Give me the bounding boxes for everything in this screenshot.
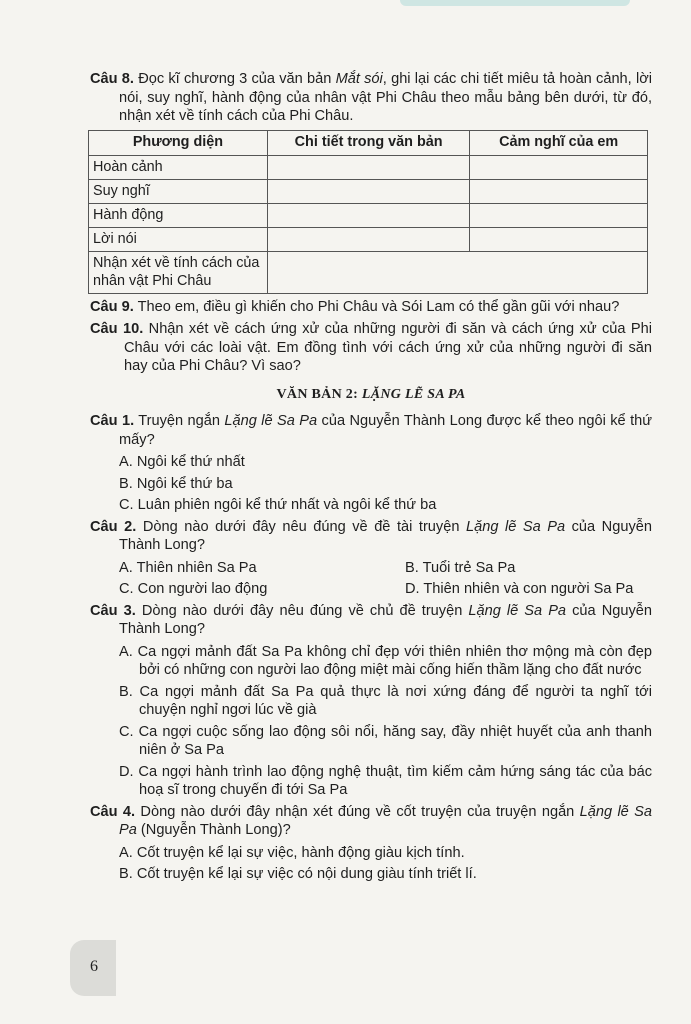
table-cell: Nhận xét về tính cách của nhân vật Phi Châu: [89, 251, 268, 293]
table-cell[interactable]: [267, 227, 469, 251]
top-decoration: [400, 0, 630, 6]
question-text: Dòng nào dưới đây nêu đúng về chủ đề truyện: [141, 602, 469, 619]
question-label: Câu 9.: [90, 298, 134, 315]
table-cell-merged[interactable]: [267, 251, 647, 293]
option-a[interactable]: A. Cốt truyện kể lại sự việc, hành động giàu kịch tính.: [119, 844, 465, 861]
question-text: Theo em, điều gì khiến cho Phi Châu và Sói Lam có thể gần gũi với nhau?: [137, 298, 620, 315]
option-a[interactable]: A. Ca ngợi mảnh đất Sa Pa không chỉ đẹp với thiên nhiên thơ mộng mà còn đẹp bởi có những con người lao động miệt mài cống hiến thầm lặng cho đất nước: [119, 643, 652, 678]
work-title: Lặng lẽ Sa Pa: [224, 413, 318, 429]
option-b[interactable]: B. Cốt truyện kể lại sự việc có nội dung giàu tính triết lí.: [119, 866, 477, 882]
option-b[interactable]: B. Ngôi kể thứ ba: [119, 475, 233, 492]
question-label: Câu 10.: [90, 321, 144, 337]
table-cell[interactable]: [267, 179, 469, 203]
option-d[interactable]: D. Ca ngợi hành trình lao động nghệ thuật, tìm kiếm cảm hứng sáng tác của bác hoạ sĩ trong chuyến đi tới Sa Pa: [119, 763, 652, 798]
question-9: [90, 298, 652, 317]
table-cell[interactable]: [470, 179, 648, 203]
question-8: [90, 70, 652, 126]
table-cell: Hoàn cảnh: [89, 155, 268, 179]
option-c[interactable]: C. Ca ngợi cuộc sống lao động sôi nổi, hăng say, đầy nhiệt huyết của anh thanh niên ở Sa Pa: [119, 723, 652, 758]
question-label: Câu 2.: [90, 518, 137, 535]
question-2: [90, 518, 652, 555]
table-cell[interactable]: [267, 203, 469, 227]
table-header: Phương diện: [89, 130, 268, 155]
table-cell: Lời nói: [89, 227, 268, 251]
section-prefix: VĂN BẢN 2:: [276, 386, 362, 402]
work-title: Lặng lẽ Sa Pa: [468, 602, 567, 619]
question-1: [90, 412, 652, 449]
question-text: của Nguyễn Thành Long?: [119, 602, 652, 637]
table-cell: Suy nghĩ: [89, 179, 268, 203]
table-header: Chi tiết trong văn bản: [267, 130, 469, 155]
question-label: Câu 4.: [90, 803, 136, 820]
question-text: , ghi lại các chi tiết miêu tả hoàn cảnh, lời nói, suy nghĩ, hành động của nhân vật Phi Châu theo mẫu bảng bên dưới, từ đó, nhận xét về tính cách của Phi Châu.: [119, 71, 653, 124]
option-b[interactable]: B. Ca ngợi mảnh đất Sa Pa quả thực là nơi xứng đáng để người ta nghĩ tới chuyện nghỉ ngơi lúc về già: [119, 683, 652, 718]
question-text: Nhận xét về cách ứng xử của những người đi săn và cách ứng xử của Phi Châu với các loài vật. Em đồng tình với cách ứng xử của những người đi săn hay của Phi Châu? Vì sao?: [124, 321, 652, 374]
option-c[interactable]: C. Con người lao động: [119, 581, 268, 597]
option-a[interactable]: A. Ngôi kể thứ nhất: [119, 454, 245, 470]
table-cell[interactable]: [470, 203, 648, 227]
section-title: LẶNG LẼ SA PA: [361, 386, 466, 402]
question-text: Truyện ngắn: [138, 413, 225, 429]
question-text: Dòng nào dưới đây nhận xét đúng về cốt truyện của truyện ngắn: [140, 803, 580, 820]
question-text: của Nguyễn Thành Long được kể theo ngôi kể thứ mấy?: [119, 413, 653, 448]
question-label: Câu 8.: [90, 71, 134, 87]
answer-table: [88, 130, 648, 294]
question-text: của Nguyễn Thành Long?: [119, 518, 652, 553]
table-cell: Hành động: [89, 203, 268, 227]
question-10: [90, 320, 652, 376]
option-b[interactable]: B. Tuổi trẻ Sa Pa: [405, 559, 516, 576]
question-text: Dòng nào dưới đây nêu đúng về đề tài truyện: [142, 518, 466, 535]
option-d[interactable]: D. Thiên nhiên và con người Sa Pa: [405, 581, 634, 597]
question-label: Câu 1.: [90, 413, 135, 429]
work-title: Mắt sói: [335, 71, 383, 87]
option-row: [90, 580, 652, 599]
question-3: [90, 602, 652, 639]
table-cell[interactable]: [470, 155, 648, 179]
work-title: Lặng lẽ Sa Pa: [465, 518, 566, 535]
page-content: [90, 70, 652, 887]
page-number: 6: [90, 958, 98, 975]
table-header-row: [89, 130, 648, 155]
question-label: Câu 3.: [90, 602, 136, 619]
table-cell[interactable]: [470, 227, 648, 251]
table-row: [89, 251, 648, 293]
table-row: [89, 203, 648, 227]
question-4: [90, 803, 652, 840]
option-row: [90, 559, 652, 578]
table-cell[interactable]: [267, 155, 469, 179]
section-heading: [90, 386, 652, 405]
table-row: [89, 227, 648, 251]
table-row: [89, 155, 648, 179]
question-text: Đọc kĩ chương 3 của văn bản: [138, 71, 336, 87]
option-a[interactable]: A. Thiên nhiên Sa Pa: [119, 559, 257, 576]
table-row: [89, 179, 648, 203]
table-header: Cảm nghĩ của em: [470, 130, 648, 155]
option-c[interactable]: C. Luân phiên ngôi kể thứ nhất và ngôi kể thứ ba: [119, 497, 437, 513]
question-text: (Nguyễn Thành Long)?: [136, 822, 291, 838]
work-title: Lặng lẽ Sa Pa: [119, 803, 652, 838]
page-number-tab: [70, 940, 116, 996]
